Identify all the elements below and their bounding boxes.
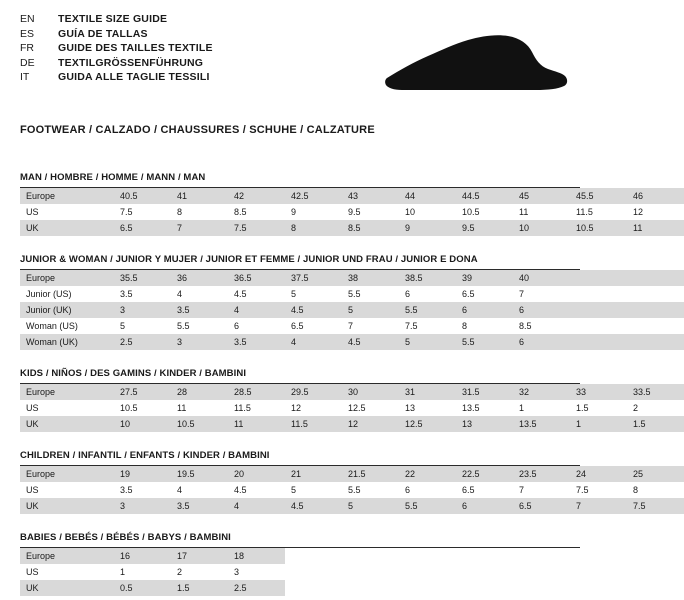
- cell: 1.5: [627, 416, 684, 432]
- cell: 4.5: [342, 334, 399, 350]
- cell: 7.5: [405, 321, 418, 331]
- cell: 7: [348, 321, 354, 331]
- cell: 5: [291, 485, 297, 495]
- cell: 5.5: [177, 321, 190, 331]
- cell: 18: [228, 548, 285, 564]
- language-code: EN: [20, 13, 35, 25]
- table-row: [20, 400, 684, 416]
- cell: 32: [513, 384, 570, 400]
- section-junior-woman: [20, 254, 580, 350]
- cell: [399, 548, 456, 564]
- cell: 4.5: [285, 498, 342, 514]
- language-code: ES: [20, 27, 35, 40]
- cell: 4.5: [234, 289, 247, 299]
- table-row: [20, 220, 684, 236]
- language-title-list: [20, 14, 213, 87]
- section-babies: [20, 532, 580, 596]
- cell: 4: [285, 334, 342, 350]
- cell: 33.5: [627, 384, 684, 400]
- cell: 13.5: [513, 416, 570, 432]
- cell: 23.5: [513, 466, 570, 482]
- cell: 10.5: [120, 403, 138, 413]
- cell: [627, 580, 684, 596]
- cell: 9.5: [348, 207, 361, 217]
- cell: 11: [177, 403, 187, 413]
- cell: 31.5: [456, 384, 513, 400]
- cell: 38.5: [399, 270, 456, 286]
- cell: 19.5: [171, 466, 228, 482]
- cell: 6: [405, 289, 411, 299]
- table-row: [20, 286, 684, 302]
- row-label: UK: [20, 416, 114, 432]
- cell: [570, 270, 627, 286]
- row-label: Europe: [20, 270, 114, 286]
- cell: [285, 564, 342, 580]
- dress-shoe-icon: [380, 28, 570, 108]
- cell: [456, 564, 513, 580]
- cell: 4: [228, 498, 285, 514]
- cell: 5: [342, 498, 399, 514]
- row-label: UK: [20, 498, 114, 514]
- cell: 11.5: [576, 207, 593, 217]
- cell: 42.5: [285, 188, 342, 204]
- cell: [570, 564, 627, 580]
- cell: 21.5: [342, 466, 399, 482]
- cell: [456, 580, 513, 596]
- row-label: US: [26, 207, 39, 217]
- category-title: FOOTWEAR / CALZADO / CHAUSSURES / SCHUHE / CALZATURE: [20, 124, 375, 136]
- row-label: Europe: [20, 548, 114, 564]
- language-title: GUIDE DES TAILLES TEXTILE: [58, 42, 213, 54]
- cell: 11.5: [234, 403, 251, 413]
- cell: 3.5: [171, 498, 228, 514]
- cell: 11.5: [285, 416, 342, 432]
- table-row: [20, 302, 684, 318]
- cell: 24: [570, 466, 627, 482]
- cell: [342, 580, 399, 596]
- table-row: [20, 204, 684, 220]
- cell: 4.5: [285, 302, 342, 318]
- cell: 13: [405, 403, 416, 413]
- cell: 8.5: [519, 321, 532, 331]
- row-label: US: [26, 485, 39, 495]
- table-row: [20, 416, 684, 432]
- cell: 7.5: [228, 220, 285, 236]
- cell: 7: [570, 498, 627, 514]
- cell: 11: [519, 207, 529, 217]
- cell: 4: [177, 289, 183, 299]
- cell: 19: [114, 466, 171, 482]
- section-children: [20, 450, 646, 514]
- table-row: [20, 384, 684, 400]
- cell: 3.5: [228, 334, 285, 350]
- size-table-kids: [20, 384, 684, 432]
- cell: 8: [285, 220, 342, 236]
- cell: 12: [291, 403, 302, 413]
- cell: 21: [285, 466, 342, 482]
- table-row: [20, 270, 684, 286]
- cell: 2.5: [228, 580, 285, 596]
- size-table-children: [20, 466, 684, 514]
- language-row: [20, 72, 213, 87]
- cell: 45: [513, 188, 570, 204]
- cell: 6: [513, 334, 570, 350]
- cell: 12.5: [348, 403, 366, 413]
- cell: 43: [342, 188, 399, 204]
- cell: 9: [399, 220, 456, 236]
- cell: 8: [177, 207, 183, 217]
- cell: 10: [513, 220, 570, 236]
- section-kids: [20, 368, 651, 432]
- cell: 33: [570, 384, 627, 400]
- cell: 3: [171, 334, 228, 350]
- cell: 7.5: [120, 207, 133, 217]
- cell: 6.5: [291, 321, 304, 331]
- cell: 4: [177, 485, 183, 495]
- cell: 10.5: [570, 220, 627, 236]
- cell: 7: [519, 485, 525, 495]
- cell: 10: [114, 416, 171, 432]
- table-row: [20, 482, 684, 498]
- cell: 5.5: [399, 498, 456, 514]
- cell: [285, 548, 342, 564]
- cell: 3: [234, 567, 240, 577]
- cell: 6: [234, 321, 240, 331]
- cell: 1: [519, 403, 525, 413]
- language-title: GUIDA ALLE TAGLIE TESSILI: [58, 71, 210, 83]
- language-title: TEXTILGRÖSSENFÜHRUNG: [58, 56, 204, 69]
- cell: 6.5: [462, 289, 475, 299]
- section-title: BABIES / BEBÉS / BÉBÉS / BABYS / BAMBINI: [20, 532, 580, 548]
- table-row: [20, 466, 684, 482]
- cell: 5: [291, 289, 297, 299]
- cell: 17: [171, 548, 228, 564]
- cell: 1: [120, 567, 126, 577]
- cell: [570, 286, 627, 302]
- cell: [627, 302, 684, 318]
- cell: 31: [399, 384, 456, 400]
- cell: 40.5: [114, 188, 171, 204]
- cell: 11: [627, 220, 684, 236]
- size-table-junior-woman: [20, 270, 684, 350]
- cell: 9.5: [456, 220, 513, 236]
- row-label: Europe: [20, 384, 114, 400]
- row-label: Europe: [20, 466, 114, 482]
- table-row: [20, 580, 684, 596]
- cell: 13: [456, 416, 513, 432]
- language-code: FR: [20, 42, 34, 54]
- section-title: MAN / HOMBRE / HOMME / MANN / MAN: [20, 172, 580, 188]
- cell: 7: [519, 289, 525, 299]
- cell: [570, 318, 627, 334]
- row-label: Europe: [20, 188, 114, 204]
- cell: 11: [228, 416, 285, 432]
- cell: 1: [570, 416, 627, 432]
- table-row: [20, 564, 684, 580]
- cell: [399, 564, 456, 580]
- cell: 6.5: [462, 485, 475, 495]
- cell: 28.5: [228, 384, 285, 400]
- cell: 3: [114, 498, 171, 514]
- table-row: [20, 498, 684, 514]
- row-label: UK: [20, 220, 114, 236]
- cell: 10: [405, 207, 416, 217]
- table-row: [20, 548, 684, 564]
- cell: 0.5: [114, 580, 171, 596]
- cell: [513, 564, 570, 580]
- size-table-man: [20, 188, 684, 236]
- language-title: GUÍA DE TALLAS: [58, 27, 148, 40]
- cell: 5.5: [399, 302, 456, 318]
- language-code: DE: [20, 56, 35, 69]
- cell: 6: [513, 302, 570, 318]
- cell: [627, 270, 684, 286]
- cell: 41: [171, 188, 228, 204]
- cell: [627, 548, 684, 564]
- cell: 12: [342, 416, 399, 432]
- cell: 8.5: [342, 220, 399, 236]
- cell: [456, 548, 513, 564]
- language-row: [20, 14, 213, 29]
- section-title: JUNIOR & WOMAN / JUNIOR Y MUJER / JUNIOR ET FEMME / JUNIOR UND FRAU / JUNIOR E DONA: [20, 254, 580, 270]
- table-row: [20, 188, 684, 204]
- section-man: [20, 172, 644, 236]
- cell: 20: [228, 466, 285, 482]
- cell: [513, 548, 570, 564]
- language-title: TEXTILE SIZE GUIDE: [58, 13, 168, 25]
- cell: 2: [177, 567, 183, 577]
- cell: 6: [456, 302, 513, 318]
- cell: 36: [171, 270, 228, 286]
- cell: 10.5: [171, 416, 228, 432]
- cell: 12.5: [399, 416, 456, 432]
- cell: [570, 548, 627, 564]
- size-table-babies: [20, 548, 684, 596]
- cell: 7: [171, 220, 228, 236]
- cell: 44.5: [456, 188, 513, 204]
- cell: 7.5: [627, 498, 684, 514]
- cell: 6: [405, 485, 411, 495]
- cell: 13.5: [462, 403, 480, 413]
- cell: 9: [291, 207, 297, 217]
- cell: 2: [633, 403, 639, 413]
- cell: 4.5: [234, 485, 247, 495]
- cell: 38: [342, 270, 399, 286]
- cell: 8.5: [234, 207, 247, 217]
- cell: [627, 318, 684, 334]
- cell: 6.5: [513, 498, 570, 514]
- cell: 25: [627, 466, 684, 482]
- cell: [342, 548, 399, 564]
- row-label: Junior (US): [26, 289, 72, 299]
- cell: [627, 286, 684, 302]
- row-label: UK: [20, 580, 114, 596]
- cell: 27.5: [114, 384, 171, 400]
- language-row: [20, 29, 213, 44]
- cell: [342, 564, 399, 580]
- language-title-list-body: [20, 14, 213, 87]
- cell: [399, 580, 456, 596]
- cell: 4: [228, 302, 285, 318]
- cell: 5.5: [456, 334, 513, 350]
- cell: 30: [342, 384, 399, 400]
- cell: 2.5: [114, 334, 171, 350]
- cell: 3.5: [120, 485, 133, 495]
- table-row: [20, 318, 684, 334]
- header: [20, 14, 580, 108]
- cell: 3.5: [120, 289, 133, 299]
- row-label: US: [26, 567, 39, 577]
- cell: 5.5: [348, 289, 361, 299]
- cell: 8: [462, 321, 468, 331]
- cell: 5: [342, 302, 399, 318]
- row-label: Junior (UK): [20, 302, 114, 318]
- cell: 1.5: [171, 580, 228, 596]
- cell: [285, 580, 342, 596]
- cell: 8: [633, 485, 639, 495]
- cell: 40: [513, 270, 570, 286]
- cell: 44: [399, 188, 456, 204]
- cell: 3.5: [171, 302, 228, 318]
- cell: 5.5: [348, 485, 361, 495]
- cell: [513, 580, 570, 596]
- cell: 22.5: [456, 466, 513, 482]
- cell: 36.5: [228, 270, 285, 286]
- cell: 3: [114, 302, 171, 318]
- cell: 35.5: [114, 270, 171, 286]
- cell: 45.5: [570, 188, 627, 204]
- cell: 12: [633, 207, 644, 217]
- cell: 22: [399, 466, 456, 482]
- language-row: [20, 43, 213, 58]
- cell: [627, 564, 684, 580]
- language-code: IT: [20, 71, 30, 83]
- section-title: CHILDREN / INFANTIL / ENFANTS / KINDER / BAMBINI: [20, 450, 580, 466]
- cell: 42: [228, 188, 285, 204]
- cell: [570, 580, 627, 596]
- cell: 16: [114, 548, 171, 564]
- cell: 5: [399, 334, 456, 350]
- section-title: KIDS / NIÑOS / DES GAMINS / KINDER / BAMBINI: [20, 368, 580, 384]
- cell: 28: [171, 384, 228, 400]
- cell: 6: [456, 498, 513, 514]
- row-label: US: [26, 403, 39, 413]
- row-label: Woman (US): [26, 321, 78, 331]
- cell: 39: [456, 270, 513, 286]
- cell: 29.5: [285, 384, 342, 400]
- language-row: [20, 58, 213, 73]
- cell: 10.5: [462, 207, 480, 217]
- cell: [570, 334, 627, 350]
- cell: 46: [627, 188, 684, 204]
- cell: [570, 302, 627, 318]
- cell: 7.5: [576, 485, 589, 495]
- cell: 5: [120, 321, 126, 331]
- cell: [627, 334, 684, 350]
- cell: 6.5: [114, 220, 171, 236]
- cell: 37.5: [285, 270, 342, 286]
- cell: 1.5: [576, 403, 589, 413]
- row-label: Woman (UK): [20, 334, 114, 350]
- table-row: [20, 334, 684, 350]
